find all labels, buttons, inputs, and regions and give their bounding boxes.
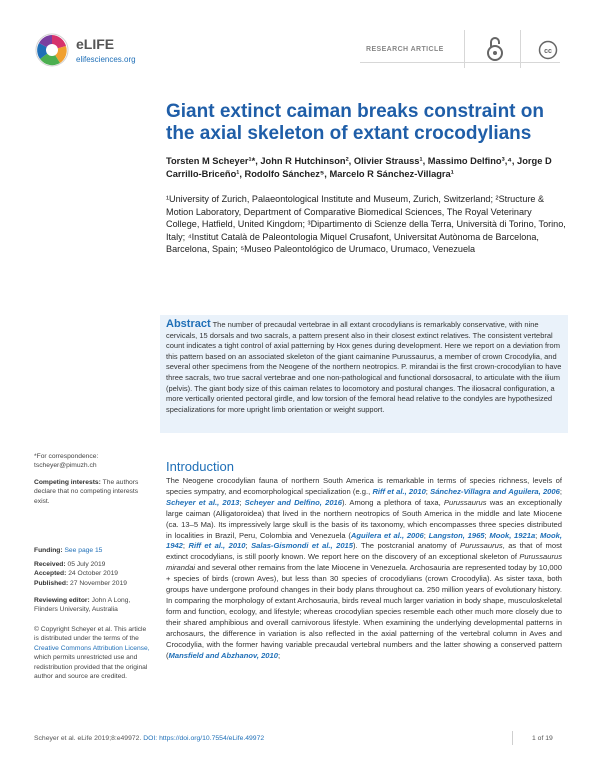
license-link[interactable]: Creative Commons Attribution License, bbox=[34, 644, 150, 652]
accepted-date: 24 October 2019 bbox=[68, 570, 119, 578]
journal-name: eLIFE bbox=[76, 36, 115, 52]
abstract-label: Abstract bbox=[166, 318, 211, 330]
taxon-name: Purussaurus bbox=[460, 541, 503, 551]
competing-text: The authors declare that no competing interests exist. bbox=[34, 479, 139, 505]
license-intro: Copyright Scheyer et al. This article is distributed under the terms of the bbox=[34, 626, 147, 643]
citation-link[interactable]: Langston, 1965 bbox=[428, 530, 485, 540]
published-date: 27 November 2019 bbox=[70, 579, 127, 587]
intro-text: ). Among a plethora of taxa, bbox=[342, 497, 441, 507]
citation-link[interactable]: Mansfield and Abzhanov, 2010 bbox=[168, 650, 278, 660]
doi-link[interactable]: DOI: https://doi.org/10.7554/eLife.49972 bbox=[143, 735, 265, 742]
header-separator bbox=[464, 30, 465, 68]
introduction-heading: Introduction bbox=[166, 459, 234, 474]
author-list: Torsten M Scheyer¹*, John R Hutchinson², Olivier Strauss¹, Massimo Delfino³,⁴, Jorge D Carrillo-Briceño¹, Rodolfo Sánchez⁵, Marcelo R Sánchez-Villagra¹ bbox=[166, 156, 552, 179]
correspondence bbox=[34, 452, 150, 471]
citation-link[interactable]: Scheyer and Delfino, 2016 bbox=[244, 497, 342, 507]
funding-label: Funding: bbox=[34, 547, 63, 554]
intro-text: , as that of most extinct crocodylians, is still poorly known. We report here on the discovery of an exceptional skeleton of bbox=[166, 541, 562, 562]
citation-link[interactable]: Mook, 1942 bbox=[166, 530, 562, 551]
abstract bbox=[166, 319, 562, 415]
accepted-label: Accepted: bbox=[34, 570, 67, 578]
article-type-label: RESEARCH ARTICLE bbox=[366, 46, 444, 53]
license-rest: which permits unrestricted use and redistribution provided that the original author and source are credited. bbox=[34, 654, 148, 681]
header-divider bbox=[360, 62, 560, 63]
article-title: Giant extinct caiman breaks constraint on the axial skeleton of extant crocodylians bbox=[166, 101, 544, 144]
intro-text: and several other remains from the late Miocene in Venezuela. Archosauria are represented today by 10,000 + species of birds (crown Aves), but less than 30 species of crocodylians (crown Crocodylia). As sister taxa, both groups have undergone profound changes in their body plans throughout ca. 250 million years of evolutionary history. In comparing the morphology of extant Archosauria, birds reveal much larger variation in body shape, musculoskeletal form and function, ecology, and lifestyle; whereas crocodylian species resemble each other much more closely due to their shared amphibious and overall carnivorous lifestyle. When examining the underlying developmental patterns in archosaurs, the difference in variation is also reflected in the axial patterning of the vertebral column in Aves and Crocodylia, with the former having variable precaudal vertebral numbers and the latter showing a conserved pattern ( bbox=[166, 563, 562, 660]
citation-link[interactable]: Mook, 1921a bbox=[489, 530, 536, 540]
competing-interests bbox=[34, 478, 150, 506]
citation-link[interactable]: Riff et al., 2010 bbox=[372, 486, 426, 496]
svg-text:cc: cc bbox=[544, 48, 552, 55]
journal-url[interactable]: elifesciences.org bbox=[76, 55, 136, 64]
received-label: Received: bbox=[34, 561, 66, 568]
footer-separator bbox=[512, 731, 513, 745]
taxon-name: Purussaurus bbox=[443, 497, 487, 507]
editor-text: John A Long, Flinders University, Australia bbox=[34, 597, 131, 614]
editor-label: Reviewing editor: bbox=[34, 597, 90, 604]
footer-citation bbox=[34, 735, 264, 742]
received-date: 05 July 2019 bbox=[67, 561, 106, 568]
correspondence-label: *For correspondence: bbox=[34, 453, 99, 460]
introduction-body: The Neogene crocodylian fauna of northern South America is remarkable in terms of species richness, levels of species sympatry, and ecomorphological specialization (e.g., Riff et al., 2010; Sánchez-Villagra and Aguilera, 2006; Scheyer et al., 2013; Scheyer and Delfino, 2016). Among a plethora of taxa, Purussaurus was an exceptionally large caiman (Alligatoroidea) that lived in the northern neotropics of South America in the middle and late Miocene (ca. 13–5 Ma). Its impressively large skull is the basis of its taxonomy, which encompasses three species distributed in localities in Brazil, Peru, Colombia and Venezuela (Aguilera et al., 2006; Langston, 1965; Mook, 1921a; Mook, 1942; Riff et al., 2010; Salas-Gismondi et al., 2015). The postcranial anatomy of Purussaurus, as that of most extinct crocodylians, is still poorly known. We report here on the discovery of an exceptional skeleton of Purussaurus mirandai and several other remains from the late Miocene in Venezuela. Archosauria are represented today by 10,000 + species of birds (crown Aves), but less than 30 species of crocodylians (crown Crocodylia). As sister taxa, both groups have undergone profound changes in their body plans throughout ca. 250 million years of evolutionary history. In comparing the morphology of extant Archosauria, birds reveal much larger variation in body shape, musculoskeletal form and function, ecology, and lifestyle; whereas crocodylian species resemble each other much more closely due to their shared amphibious and overall carnivorous lifestyle. When examining the underlying developmental patterns in archosaurs, the difference in variation is also reflected in the axial patterning of the vertebral column in Aves and Crocodylia, with the former having variable precaudal vertebral numbers and the latter showing a conserved pattern (Mansfield and Abzhanov, 2010; bbox=[166, 476, 562, 660]
reviewing-editor bbox=[34, 596, 150, 615]
citation-link[interactable]: Scheyer et al., 2013 bbox=[166, 497, 240, 507]
citation-link[interactable]: Salas-Gismondi et al., 2015 bbox=[251, 541, 353, 551]
elife-logo-icon bbox=[34, 32, 70, 68]
license bbox=[34, 625, 150, 681]
correspondence-email[interactable]: tscheyer@pimuzh.ch bbox=[34, 462, 97, 470]
page-number: 1 of 19 bbox=[532, 735, 553, 742]
citation-link[interactable]: Aguilera et al., 2006 bbox=[350, 530, 424, 540]
taxon-name: Purussaurus mirandai bbox=[166, 552, 562, 573]
abstract-text: The number of precaudal vertebrae in all extant crocodylians is remarkably conservative, with nine cervicals, 15 dorsals and two sacrals, a pattern present also in their closest extinct relatives. The consistent vertebral count indicates a tight control of axial patterning by Hox genes during development. Here we report on a deviation from this pattern based on an associated skeleton of the giant caimanine Purussaurus, a member of crown Crocodylia, and several other specimens from the Neogene of the northern neotropics. P. mirandai is the first crown-crocodylian to have three sacrals, two true sacral vertebrae and one non-pathological and functional dorsosacral, to articulate with the ilium (pelvis). The giant body size of this caiman relates to locomotory and postural changes. The iliosacral configuration, a more vertically oriented pectoral girdle, and low torsion of the femoral head relative to the condyles are hypothesized specializations for more upright limb orientation or weight support. bbox=[166, 320, 562, 414]
intro-text: The Neogene crocodylian fauna of northern South America is remarkable in terms of species richness, levels of species sympatry, and ecomorphological specialization (e.g., bbox=[166, 476, 562, 496]
funding bbox=[34, 546, 150, 555]
open-access-icon[interactable] bbox=[486, 36, 504, 62]
citation-text: Scheyer et al. eLife 2019;8:e49972. bbox=[34, 735, 142, 742]
header-separator bbox=[520, 30, 521, 68]
intro-text: ). The postcranial anatomy of bbox=[353, 541, 457, 551]
creative-commons-icon[interactable] bbox=[538, 40, 558, 60]
competing-label: Competing interests: bbox=[34, 479, 101, 486]
citation-link[interactable]: Sánchez-Villagra and Aguilera, 2006 bbox=[430, 486, 560, 496]
intro-text: was an exceptionally large caiman (Alligatoroidea) that lived in the northern neotropics of South America in the middle and late Miocene (ca. 13–5 Ma). Its impressively large skull is the basis of its taxonomy, which encompasses three species distributed in localities in Brazil, Peru, Colombia and Venezuela ( bbox=[166, 497, 562, 540]
published-label: Published: bbox=[34, 579, 69, 587]
affiliations: ¹University of Zurich, Palaeontological Institute and Museum, Zurich, Switzerland; ²Structure & Motion Laboratory, Department of Comparative Biomedical Sciences, The Royal Veterinary College, Hatfield, United Kingdom; ³Dipartimento di Scienze della Terra, Università di Torino, Torino, Italy; ⁴Institut Català de Paleontologia Miquel Crusafont, Universitat Autònoma de Barcelona, Barcelona, Spain; ⁵Museo Paleontológico de Urumaco, Urumaco, Venezuela bbox=[166, 194, 566, 255]
funding-link[interactable]: See page 15 bbox=[64, 547, 103, 554]
journal-logo[interactable] bbox=[34, 28, 154, 72]
copyright-icon: © bbox=[34, 626, 39, 633]
citation-link[interactable]: Riff et al., 2010 bbox=[188, 541, 246, 551]
dates bbox=[34, 560, 150, 588]
